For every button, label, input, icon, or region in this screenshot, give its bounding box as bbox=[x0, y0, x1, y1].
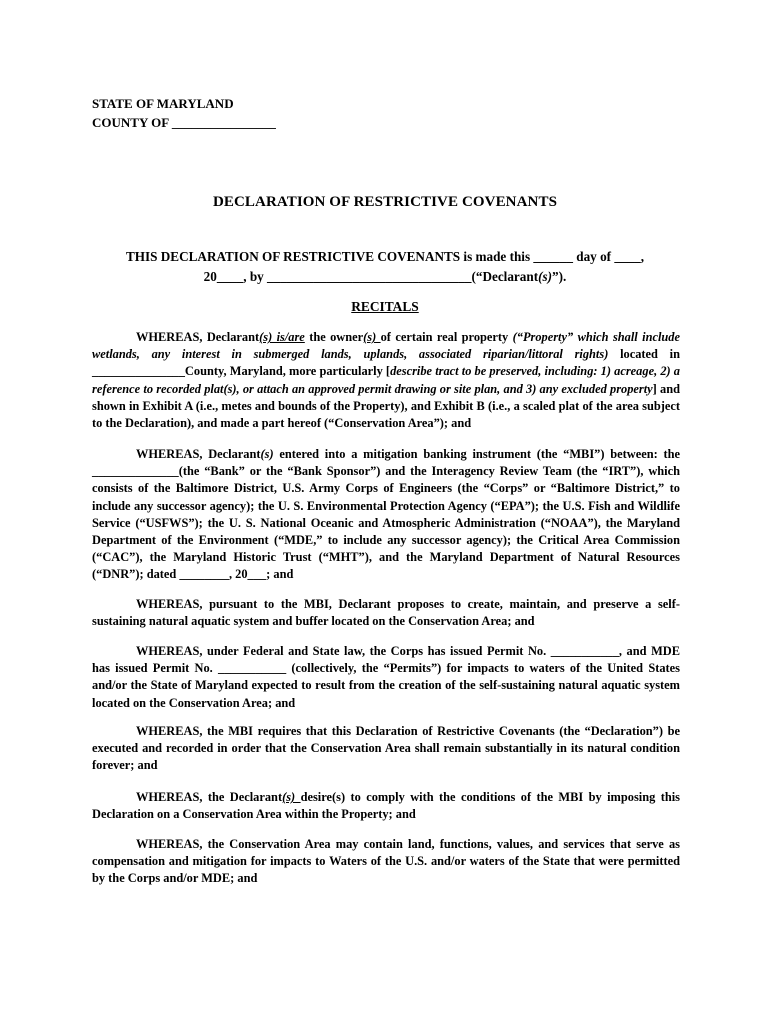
p6-text-a: WHEREAS, the Declarant bbox=[136, 790, 283, 804]
p1-text-a: WHEREAS, Declarant bbox=[136, 330, 260, 344]
intro-line-1: THIS DECLARATION OF RESTRICTIVE COVENANTS is made this ______ day of ____, bbox=[125, 249, 645, 264]
recital-paragraph-1 bbox=[92, 329, 680, 432]
recital-paragraph-2 bbox=[92, 446, 680, 584]
p1-text-e: of certain real property bbox=[380, 330, 513, 344]
p1-text-g: located in _______________County, Maryland, more particularly [ bbox=[92, 347, 680, 379]
p1-text-c: the owner bbox=[304, 330, 364, 344]
intro-line-2-end: ”). bbox=[552, 268, 567, 284]
county-line: COUNTY OF ________________ bbox=[92, 115, 276, 130]
p1-text-d: (s) bbox=[363, 330, 381, 344]
recital-paragraph-5: WHEREAS, the MBI requires that this Declaration of Restrictive Covenants (the “Declaration”) be executed and recorded in order that the Conservation Area shall remain substantially in its natural condition forever; and bbox=[92, 724, 680, 773]
p1-text-b: (s) is/are bbox=[259, 330, 305, 344]
p2-text-b: (s) bbox=[260, 447, 274, 461]
p1-text-h: describe tract to be preserved, including: 1) acreage, 2) a reference to recorded plat(s), or attach an approved permit drawing or site plan, and 3) any excluded property bbox=[92, 364, 680, 396]
p1-text-i: ] and shown in Exhibit A (i.e., metes and bounds of the Property), and Exhibit B (i.e., a scaled plat of the area subject to the Declaration), and made a part hereof (“Conservation Area”); and bbox=[92, 381, 680, 431]
document-header bbox=[92, 94, 276, 132]
p2-text-a: WHEREAS, Declarant bbox=[136, 447, 261, 461]
document-title: DECLARATION OF RESTRICTIVE COVENANTS bbox=[212, 194, 558, 210]
p1-text-f: (“Property” which shall include wetlands, any interest in submerged lands, uplands, associated riparian/littoral rights) bbox=[92, 330, 680, 362]
intro-line-2-italic: (s) bbox=[538, 268, 553, 284]
p6-text-b: (s) bbox=[282, 790, 301, 804]
intro-line-2-text: 20____, by _______________________________(“Declarant bbox=[203, 268, 539, 284]
intro-line-2 bbox=[92, 267, 678, 287]
intro-statement bbox=[92, 247, 678, 286]
p6-text-c: desire(s) to comply with the conditions of the MBI by imposing this Declaration on a Conservation Area within the Property; and bbox=[92, 790, 680, 822]
state-line: STATE OF MARYLAND bbox=[92, 96, 234, 111]
recital-paragraph-6 bbox=[92, 789, 680, 823]
recitals-heading: RECITALS bbox=[351, 299, 419, 314]
p2-text-c: entered into a mitigation banking instrument (the “MBI”) between: the ______________(the “Bank” or the “Bank Sponsor”) and the Interagency Review Team (the “IRT”), which consists of the Baltimore District, U.S. Army Corps of Engineers (the “Corps” or “Baltimore District,” to include any successor agency); the U. S. Environmental Protection Agency (“EPA”); the U.S. Fish and Wildlife Service (“USFWS”); the U. S. National Oceanic and Atmospheric Administration (“NOAA”), the Maryland Department of the Environment (“MDE,” to include any successor agency); the Critical Area Commission (“CAC”), the Maryland Historic Trust (“MHT”), and the Maryland Department of Natural Resources (“DNR”); dated ________, 20___; and bbox=[92, 447, 680, 582]
recital-paragraph-3: WHEREAS, pursuant to the MBI, Declarant proposes to create, maintain, and preserve a self-sustaining natural aquatic system and buffer located on the Conservation Area; and bbox=[92, 597, 680, 629]
recital-paragraph-4: WHEREAS, under Federal and State law, the Corps has issued Permit No. ___________, and MDE has issued Permit No. ___________ (collectively, the “Permits”) for impacts to waters of the United States and/or the State of Maryland expected to result from the creation of the self-sustaining natural aquatic system located on the Conservation Area; and bbox=[92, 644, 680, 710]
recital-paragraph-7: WHEREAS, the Conservation Area may contain land, functions, values, and services that serve as compensation and mitigation for impacts to Waters of the U.S. and/or waters of the State that were permitted by the Corps and/or MDE; and bbox=[92, 837, 680, 886]
